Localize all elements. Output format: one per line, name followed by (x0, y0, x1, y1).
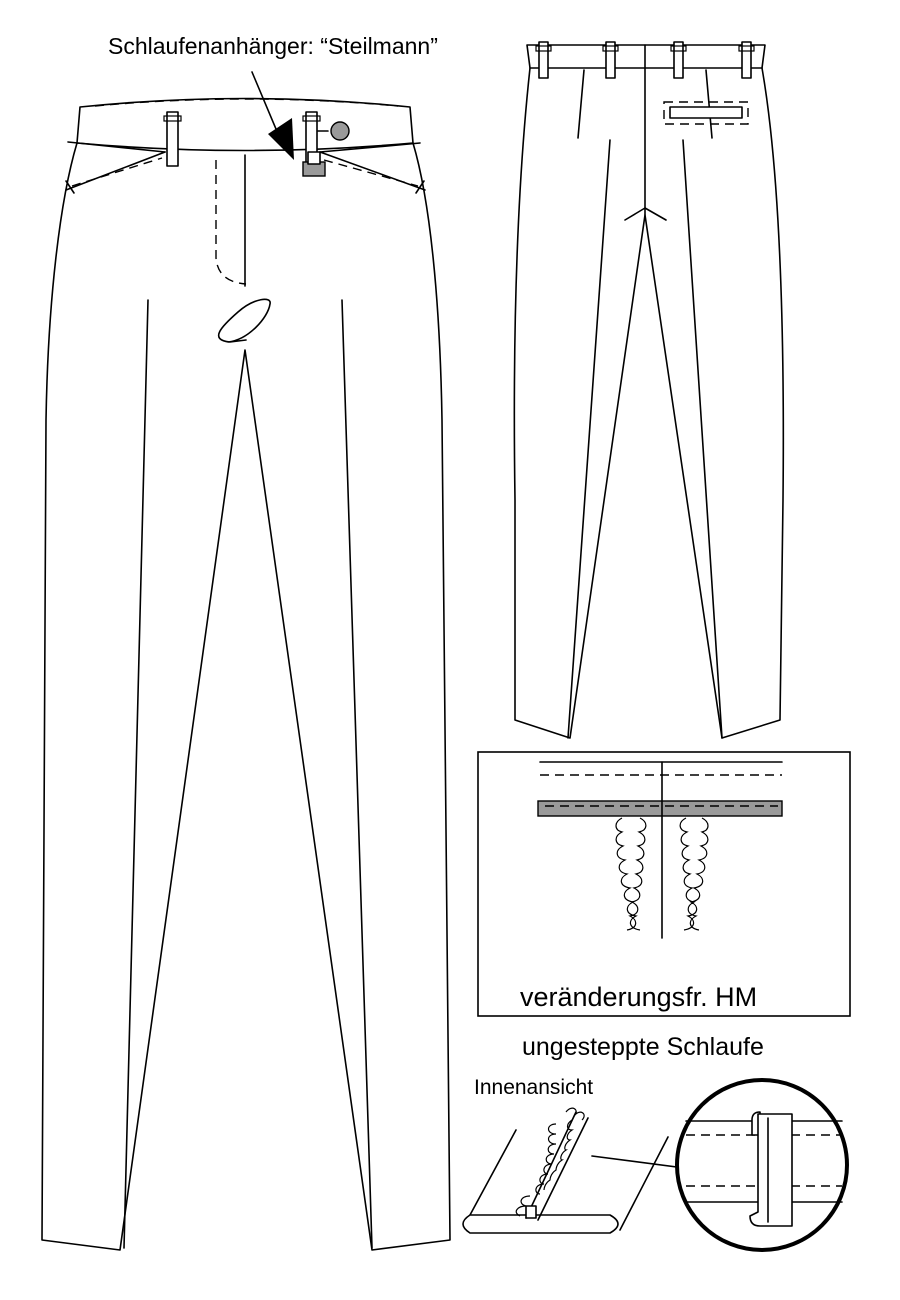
waistband-detail-box (478, 752, 850, 1016)
inside-fabric-right-edge (620, 1137, 668, 1230)
back-pocket-welt (670, 107, 742, 118)
back-right-crease (683, 140, 722, 738)
detail-waistband-strip (538, 801, 782, 816)
front-right-crease (342, 300, 372, 1248)
back-waistband (527, 45, 765, 68)
back-belt-loop-2 (606, 42, 615, 78)
front-belt-loop-left (167, 112, 178, 166)
front-left-pocket-opening (66, 152, 165, 190)
back-belt-loop-3 (674, 42, 683, 78)
front-crotch-fold (219, 299, 271, 342)
loop-tag-label: Schlaufenanhänger: “Steilmann” (108, 33, 438, 59)
trousers-back-view (514, 42, 783, 738)
front-left-crease (124, 300, 148, 1248)
back-right-dart (706, 70, 712, 138)
loop-tag-holder (308, 152, 320, 164)
back-belt-loop-1 (539, 42, 548, 78)
inside-overlock (516, 1108, 584, 1216)
detail-box-label: veränderungsfr. HM (520, 982, 758, 1012)
back-leg-outline (514, 68, 783, 738)
trousers-front-view (42, 72, 450, 1250)
detail-frame (478, 752, 850, 1016)
inside-fabric-left-edge (470, 1130, 516, 1215)
inside-loop-tab (526, 1206, 536, 1218)
loop-magnifier (677, 1080, 847, 1250)
front-button (331, 122, 349, 140)
back-left-crease (568, 140, 610, 738)
front-waistband (77, 99, 413, 151)
front-right-pocket-opening (320, 152, 425, 190)
inside-waistband-roll (463, 1215, 618, 1233)
front-right-pocket-stitch (324, 160, 418, 186)
back-left-dart (578, 70, 584, 138)
inside-view-label: Innenansicht (474, 1076, 594, 1099)
front-fly-stitch (216, 160, 246, 284)
back-belt-loop-4 (742, 42, 751, 78)
untopstitched-loop-label: ungesteppte Schlaufe (522, 1033, 764, 1061)
front-leg-outline (42, 143, 450, 1250)
